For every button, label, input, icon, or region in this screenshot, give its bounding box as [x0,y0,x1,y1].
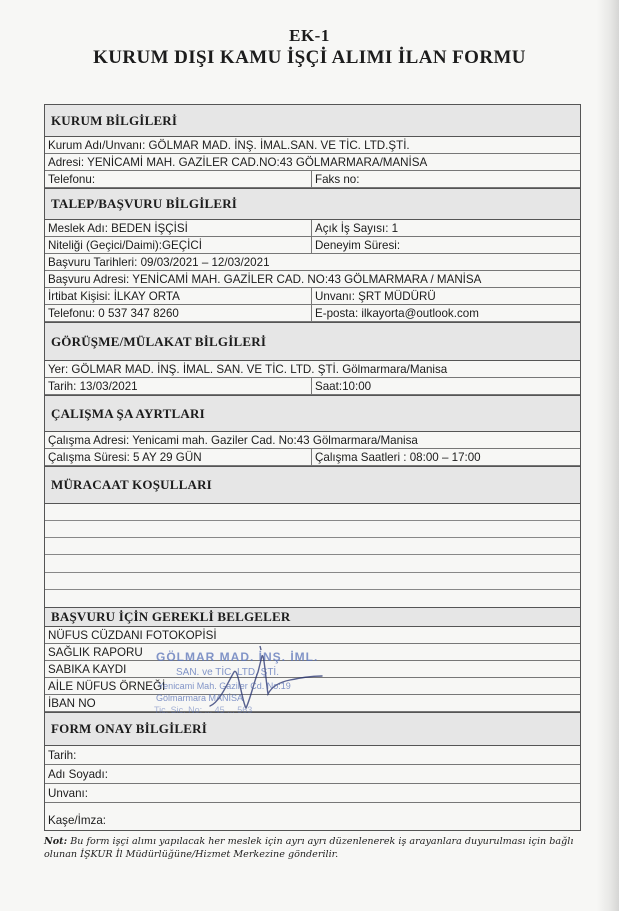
irtibat-kisisi: İrtibat Kişisi: İLKAY ORTA [48,290,180,303]
stamp-line-5: Tic. Sic. No: ... 45 ... 563 [154,705,253,715]
belge-iban: İBAN NO [48,697,96,710]
section-gorusme-heading: GÖRÜŞME/MÜLAKAT BİLGİLERİ [45,322,580,361]
muracaat-line [45,504,580,521]
talep-eposta: E-posta: ilkayorta@outlook.com [311,305,580,322]
talep-telefon: Telefonu: 0 537 347 8260 [48,307,179,320]
row-kurum-adi [45,137,580,154]
gorusme-tarih: Tarih: 13/03/2021 [48,380,138,393]
section-muracaat-heading: MÜRACAAT KOŞULLARI [45,466,580,504]
row-onay-tarih [45,746,580,765]
footer-note [44,835,604,861]
irtibat-unvani: Unvanı: ŞRT MÜDÜRÜ [311,288,580,305]
muracaat-line [45,555,580,573]
muracaat-line [45,590,580,607]
calisma-saatleri: Çalışma Saatleri : 08:00 – 17:00 [311,449,580,466]
meslek-adi: Meslek Adı: BEDEN İŞÇİSİ [48,222,188,235]
form-title: KURUM DIŞI KAMU İŞÇİ ALIMI İLAN FORMU [93,47,526,68]
section-talep-heading: TALEP/BAŞVURU BİLGİLERİ [45,188,580,220]
niteligi: Niteliği (Geçici/Daimi):GEÇİCİ [48,239,202,252]
row-kurum-adres [45,154,580,171]
row-irtibat [45,288,580,305]
kurum-adi: Kurum Adı/Unvanı: GÖLMAR MAD. İNŞ. İMAL.SAN. VE TİC. LTD.ŞTİ. [48,139,410,152]
row-gorusme-yer [45,361,580,378]
acik-is-sayisi: Açık İş Sayısı: 1 [311,220,580,237]
note-label: Not: [44,836,68,847]
calisma-suresi: Çalışma Süresi: 5 AY 29 GÜN [48,451,202,464]
onay-tarih: Tarih: [48,749,77,762]
note-text: Bu form işçi alımı yapılacak her meslek için ayrı ayrı düzenlenerek iş arayanlara duyurulması için bağlı olunan İŞKUR İl Müdürlüğüne/Hizmet Merkezine gönderilir. [44,836,574,860]
muracaat-line [45,538,580,555]
belge-sabika-kaydi: SABIKA KAYDI [48,663,127,676]
stamp-line-2: SAN. ve TİC. LTD. ŞTİ. [176,667,279,678]
calisma-adresi: Çalışma Adresi: Yenicami mah. Gaziler Cad. No:43 Gölmarmara/Manisa [48,434,418,447]
muracaat-line [45,521,580,538]
gorusme-yer: Yer: GÖLMAR MAD. İNŞ. İMAL. SAN. VE TİC. LTD. ŞTİ. Gölmarmara/Manisa [48,363,448,376]
stamp-line-4: Gölmarmara MANİSA [156,693,244,703]
form-code: EK-1 [289,26,330,45]
stamp-line-1: GÖLMAR MAD. İNŞ. İML. [156,650,319,664]
scan-edge-shadow [597,0,619,911]
kurum-telefon: Telefonu: [48,173,96,186]
row-basvuru-adresi [45,271,580,288]
section-belgeler-heading: BAŞVURU İÇİN GEREKLİ BELGELER [45,607,580,627]
section-onay-heading: FORM ONAY BİLGİLERİ [45,712,580,746]
basvuru-tarihleri: Başvuru Tarihleri: 09/03/2021 – 12/03/2021 [48,256,270,269]
row-meslek [45,220,580,237]
onay-unvani: Unvanı: [48,787,88,800]
row-kurum-telefon [45,171,580,188]
stamp-line-3: Yenicami Mah. Gaziler Cd. No:19 [158,681,291,691]
row-onay-adi [45,765,580,784]
row-niteligi [45,237,580,254]
row-calisma-adres [45,432,580,449]
section-calisma-heading: ÇALIŞMA ŞA AYRTLARI [45,395,580,432]
onay-adi-soyadi: Adı Soyadı: [48,768,108,781]
muracaat-line [45,573,580,590]
kurum-faks: Faks no: [311,171,580,188]
onay-kase-imza: Kaşe/İmza: [48,814,106,827]
basvuru-adresi: Başvuru Adresi: YENİCAMİ MAH. GAZİLER CAD. NO:43 GÖLMARMARA / MANİSA [48,273,482,286]
kurum-adres: Adresi: YENİCAMİ MAH. GAZİLER CAD.NO:43 GÖLMARMARA/MANİSA [48,156,428,169]
signature-icon [150,642,360,722]
deneyim-suresi: Deneyim Süresi: [311,237,580,254]
gorusme-saat: Saat:10:00 [311,378,580,395]
belge-aile-nufus: AİLE NÜFUS ÖRNEĞİ [48,680,166,693]
row-gorusme-tarih [45,378,580,395]
row-iletisim [45,305,580,322]
belge-nufus-cuzdani: NÜFUS CÜZDANI FOTOKOPİSİ [48,629,217,642]
company-stamp [150,648,360,720]
row-onay-unvani [45,784,580,803]
row-onay-kase [45,803,580,830]
belge-saglik-raporu: SAĞLIK RAPORU [48,646,143,659]
row-calisma-suresi [45,449,580,466]
section-kurum-heading: KURUM BİLGİLERİ [45,105,580,137]
row-basvuru-tarihleri [45,254,580,271]
